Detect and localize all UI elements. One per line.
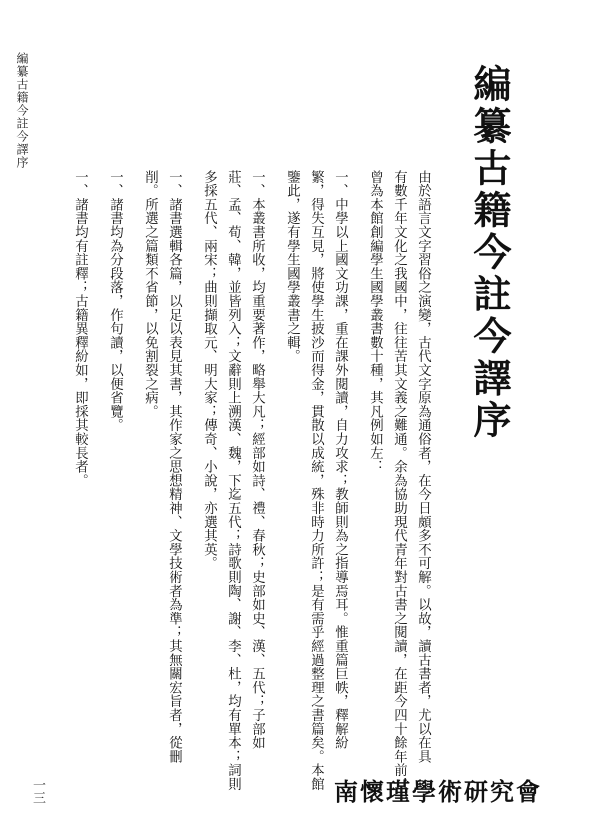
- body-line: 一、諸書選輯各篇，以足以表見其書，其作家之思想精神、文學技術者為準；其無關宏旨者，從刪: [166, 170, 182, 764]
- body-line: 莊、孟、荀、韓，並皆列入；文辭則上溯漢、魏，下迄五代；詩歌則陶、謝、李、杜，均有單本；詞則: [225, 170, 241, 791]
- page-number: 一三: [30, 778, 45, 804]
- body-line: 一、中學以上國文功課，重在課外閱讀，自力攻求；教師則為之指導焉耳。惟重篇巨帙，釋解紛: [332, 170, 348, 750]
- body-line: 一、本叢書所收，均重要著作，略舉大凡；經部如詩、禮、春秋；史部如史、漢、五代；子部如: [249, 170, 265, 750]
- body-line: 有數千年文化之我國中，往往苦其文義之難通。余為協助現代青年對古書之閱讀，在距今四十餘年前，: [391, 170, 407, 791]
- page-title: 編纂古籍今註今譯序: [467, 64, 512, 442]
- watermark-seal: 南懷瑾學術研究會: [334, 778, 542, 806]
- body-line: 鑒此，遂有學生國學叢書之輯。: [284, 170, 300, 364]
- body-line: 繁，得失互見，將使學生披沙而得金，貫散以成統，殊非時力所許；是有需乎經過整理之書篇矣。本館: [308, 170, 324, 791]
- body-line: 削。所選之篇類不省節，以免割裂之病。: [142, 170, 158, 419]
- body-line: 曾為本館創編學生國學叢書數十種，其凡例如左：: [367, 170, 383, 474]
- body-line: 一、諸書均有註釋；古籍異釋紛如，即採其較長者。: [72, 170, 88, 488]
- running-head: 編纂古籍今註今譯序: [15, 52, 29, 169]
- body-line: 一、諸書均為分段落，作句讀，以便省覽。: [107, 170, 123, 433]
- body-line: 多採五代、兩宋；曲則擷取元、明大家；傳奇、小說，亦選其英。: [201, 170, 217, 571]
- body-line: 由於語言文字習俗之演變，古代文字原為通俗者，在今日頗多不可解。以故，讀古書者，尤以在具: [415, 170, 431, 764]
